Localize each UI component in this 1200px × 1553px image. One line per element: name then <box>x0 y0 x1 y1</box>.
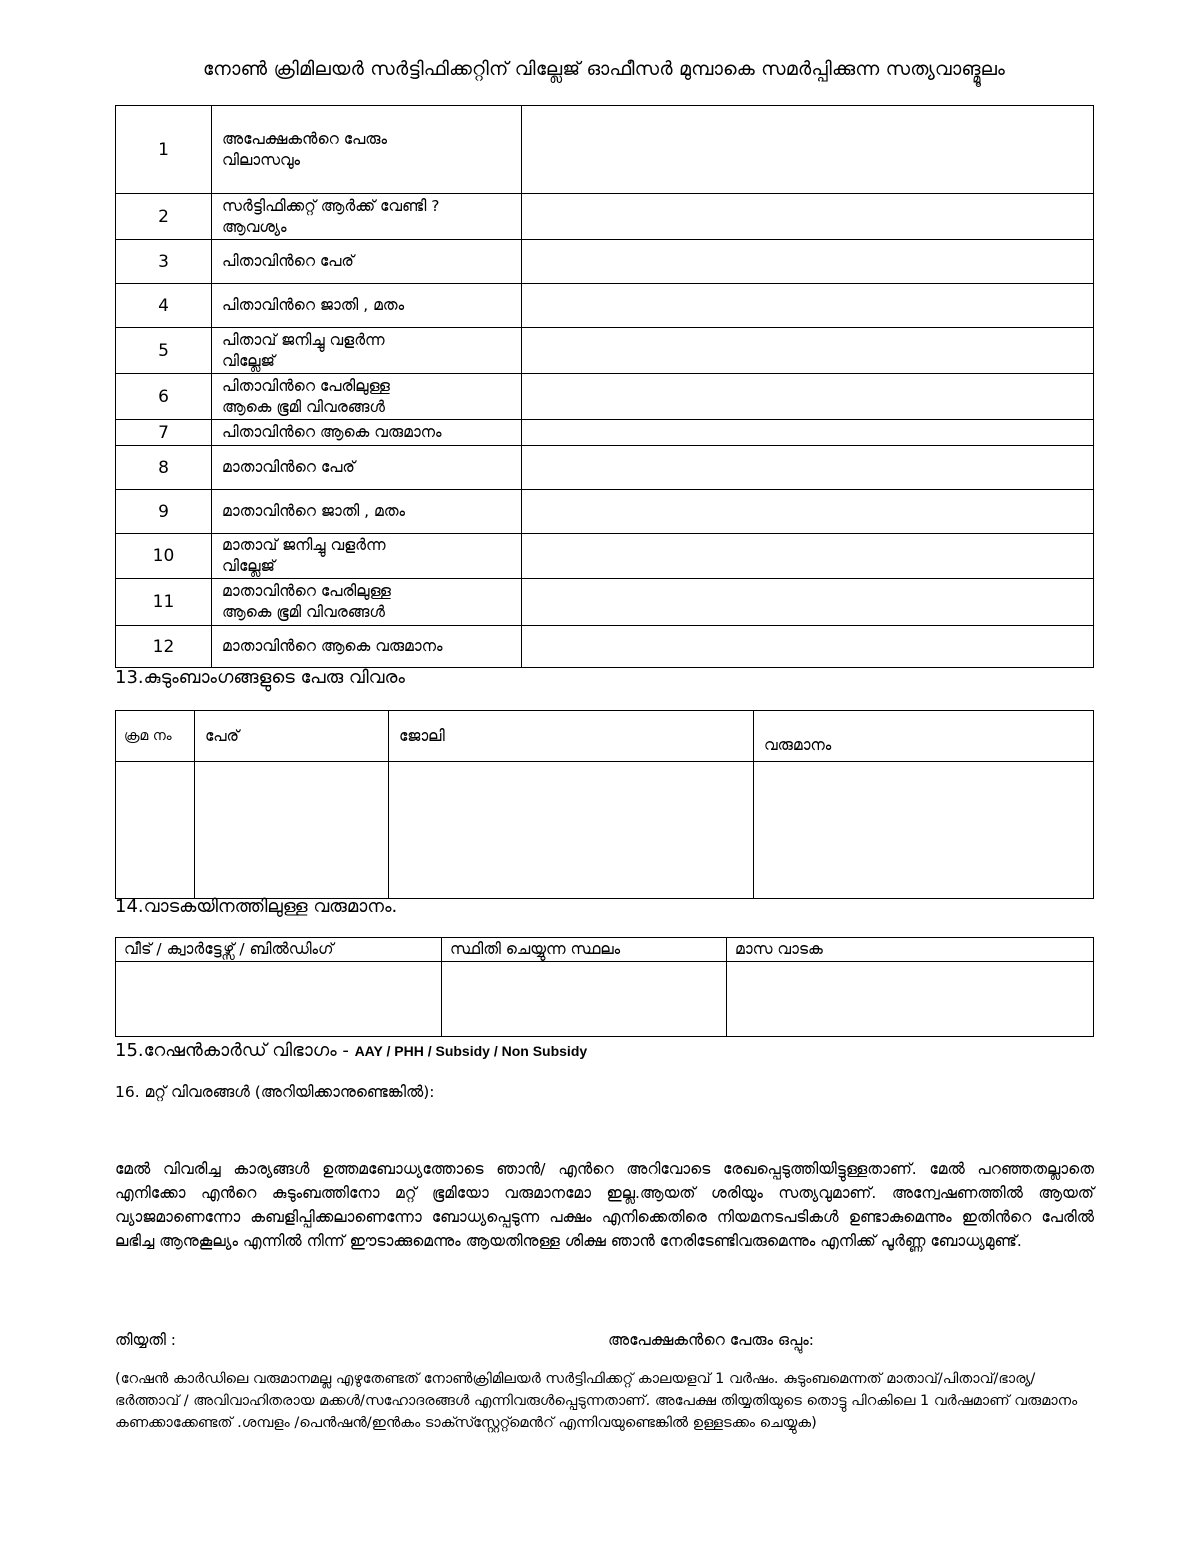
row-number: 11 <box>116 579 212 626</box>
table-header-row <box>116 938 1094 962</box>
row-number: 4 <box>116 284 212 328</box>
father-income-field[interactable] <box>522 420 1094 446</box>
table-row <box>116 534 1094 579</box>
row-number: 3 <box>116 240 212 284</box>
table-row <box>116 446 1094 490</box>
table-row <box>116 106 1094 194</box>
row-label: അപേക്ഷകൻറെ പേരും വിലാസവും <box>212 106 522 194</box>
row-number: 9 <box>116 490 212 534</box>
row-number: 7 <box>116 420 212 446</box>
applicant-details-table <box>115 105 1094 668</box>
table-row <box>116 240 1094 284</box>
family-members-table <box>115 710 1094 899</box>
rental-income-table <box>115 937 1094 1037</box>
mother-name-field[interactable] <box>522 446 1094 490</box>
mother-income-field[interactable] <box>522 626 1094 668</box>
instruction-note: (റേഷൻ കാർഡിലെ വരുമാനമല്ല എഴുതേണ്ടത് നോൺക്രിമിലയർ സർട്ടിഫിക്കറ്റ് കാലയളവ് 1 വർഷം. കുടുംബമെന്നത് മാതാവ്/പിതാവ്/ഭാര്യ/ഭർത്താവ് / അവിവാഹിതരായ മക്കൾ/സഹോദരങ്ങൾ എന്നിവരുൾപ്പെടുന്നതാണ്. അപേക്ഷ തിയ്യതിയുടെ തൊട്ടു പിറകിലെ 1 വർഷമാണ് വരുമാനം കണക്കാക്കേണ്ടത് .ശമ്പളം /പെൻഷൻ/ഇൻകം ടാക്സ്സ്റ്റേറ്റ്മെൻറ് എന്നിവയുണ്ടെങ്കിൽ ഉള്ളടക്കം ചെയ്യുക) <box>115 1371 1078 1431</box>
table-row <box>116 420 1094 446</box>
row-number: 8 <box>116 446 212 490</box>
column-header-property: വീട് / ക്വാർട്ടേഴ്സ് / ബിൽഡിംഗ് <box>116 938 442 962</box>
mother-village-field[interactable] <box>522 534 1094 579</box>
table-row <box>116 762 1094 899</box>
table-row <box>116 579 1094 626</box>
ration-card-category <box>115 1040 587 1061</box>
table-row <box>116 328 1094 374</box>
table-row <box>116 194 1094 240</box>
ration-card-options: AAY / PHH / Subsidy / Non Subsidy <box>354 1043 588 1059</box>
date-label: തിയ്യതി : <box>115 1331 176 1349</box>
income-cell[interactable] <box>754 762 1094 899</box>
row-label: മാതാവിൻറെ പേരിലുള്ള ആകെ ഭൂമി വിവരങ്ങൾ <box>212 579 522 626</box>
table-row <box>116 284 1094 328</box>
father-village-field[interactable] <box>522 328 1094 374</box>
declaration-text: മേൽ വിവരിച്ച കാര്യങ്ങൾ ഉത്തമബോധ്യത്തോടെ ഞാൻ/ എൻറെ അറിവോടെ രേഖപ്പെടുത്തിയിട്ടുള്ളതാണ്. മേൽ പറഞ്ഞതല്ലാതെ എനിക്കോ എൻറെ കുടുംബത്തിനോ മറ്റ് ഭൂമിയോ വരുമാനമോ ഇല്ല.ആയത് ശരിയും സത്യവുമാണ്. അന്വേഷണത്തിൽ ആയത് വ്യാജമാണെന്നോ കബളിപ്പിക്കലാണെന്നോ ബോധ്യപ്പെടുന്ന പക്ഷം എനിക്കെതിരെ നിയമനടപടികൾ ഉണ്ടാകുമെന്നും ഇതിൻറെ പേരിൽ ലഭിച്ച ആനുകൂല്യം എന്നിൽ നിന്ന് ഈടാക്കുമെന്നും ആയതിനുള്ള ശിക്ഷ ഞാൻ നേരിടേണ്ടിവരുമെന്നും എനിക്ക് പൂർണ്ണ ബോധ്യമുണ്ട്. <box>115 1160 1094 1250</box>
rental-income-heading: 14.വാടകയിനത്തിലുള്ള വരുമാനം. <box>115 896 398 917</box>
family-members-heading: 13.കുടുംബാംഗങ്ങളുടെ പേരു വിവരം <box>115 667 405 688</box>
row-number: 10 <box>116 534 212 579</box>
table-header-row <box>116 711 1094 762</box>
property-cell[interactable] <box>116 962 442 1037</box>
row-label: മാതാവിൻറെ പേര് <box>212 446 522 490</box>
row-label: മാതാവിൻറെ ആകെ വരുമാനം <box>212 626 522 668</box>
column-header-income: വരുമാനം <box>754 711 1094 762</box>
column-header-location: സ്ഥിതി ചെയ്യുന്ന സ്ഥലം <box>442 938 727 962</box>
row-label: പിതാവ് ജനിച്ചു വളർന്ന വില്ലേജ് <box>212 328 522 374</box>
table-row <box>116 626 1094 668</box>
row-number: 1 <box>116 106 212 194</box>
page-title: നോൺ ക്രിമിലയർ സർട്ടിഫിക്കറ്റിന് വില്ലേജ് ഓഫീസർ മുമ്പാകെ സമർപ്പിക്കുന്ന സത്യവാങ്മൂലം <box>202 58 1006 80</box>
row-label: പിതാവിൻറെ ജാതി , മതം <box>212 284 522 328</box>
mother-caste-religion-field[interactable] <box>522 490 1094 534</box>
row-number: 6 <box>116 374 212 420</box>
serial-cell[interactable] <box>116 762 195 899</box>
location-cell[interactable] <box>442 962 727 1037</box>
ration-card-label: 15.റേഷൻകാർഡ് വിഭാഗം - <box>115 1040 355 1061</box>
row-label: പിതാവിൻറെ ആകെ വരുമാനം <box>212 420 522 446</box>
column-header-job: ജോലി <box>389 711 754 762</box>
father-land-details-field[interactable] <box>522 374 1094 420</box>
father-caste-religion-field[interactable] <box>522 284 1094 328</box>
mother-land-details-field[interactable] <box>522 579 1094 626</box>
column-header-serial: ക്രമ നം <box>116 711 195 762</box>
monthly-rent-cell[interactable] <box>727 962 1094 1037</box>
job-cell[interactable] <box>389 762 754 899</box>
signature-label: അപേക്ഷകൻറെ പേരും ഒപ്പും: <box>608 1331 814 1349</box>
row-label: മാതാവിൻറെ ജാതി , മതം <box>212 490 522 534</box>
row-number: 5 <box>116 328 212 374</box>
column-header-name: പേര് <box>195 711 389 762</box>
father-name-field[interactable] <box>522 240 1094 284</box>
table-row <box>116 374 1094 420</box>
certificate-purpose-field[interactable] <box>522 194 1094 240</box>
table-row <box>116 490 1094 534</box>
row-label: സർട്ടിഫിക്കറ്റ് ആർക്ക് വേണ്ടി ? ആവശ്യം <box>212 194 522 240</box>
column-header-monthly-rent: മാസ വാടക <box>727 938 1094 962</box>
other-details-label: 16. മറ്റ് വിവരങ്ങൾ (അറിയിക്കാനുണ്ടെങ്കിൽ): <box>115 1083 435 1101</box>
name-cell[interactable] <box>195 762 389 899</box>
row-label: പിതാവിൻറെ പേരിലുള്ള ആകെ ഭൂമി വിവരങ്ങൾ <box>212 374 522 420</box>
row-number: 12 <box>116 626 212 668</box>
row-label: മാതാവ് ജനിച്ചു വളർന്ന വില്ലേജ് <box>212 534 522 579</box>
row-number: 2 <box>116 194 212 240</box>
row-label: പിതാവിൻറെ പേര് <box>212 240 522 284</box>
table-row <box>116 962 1094 1037</box>
applicant-name-address-field[interactable] <box>522 106 1094 194</box>
